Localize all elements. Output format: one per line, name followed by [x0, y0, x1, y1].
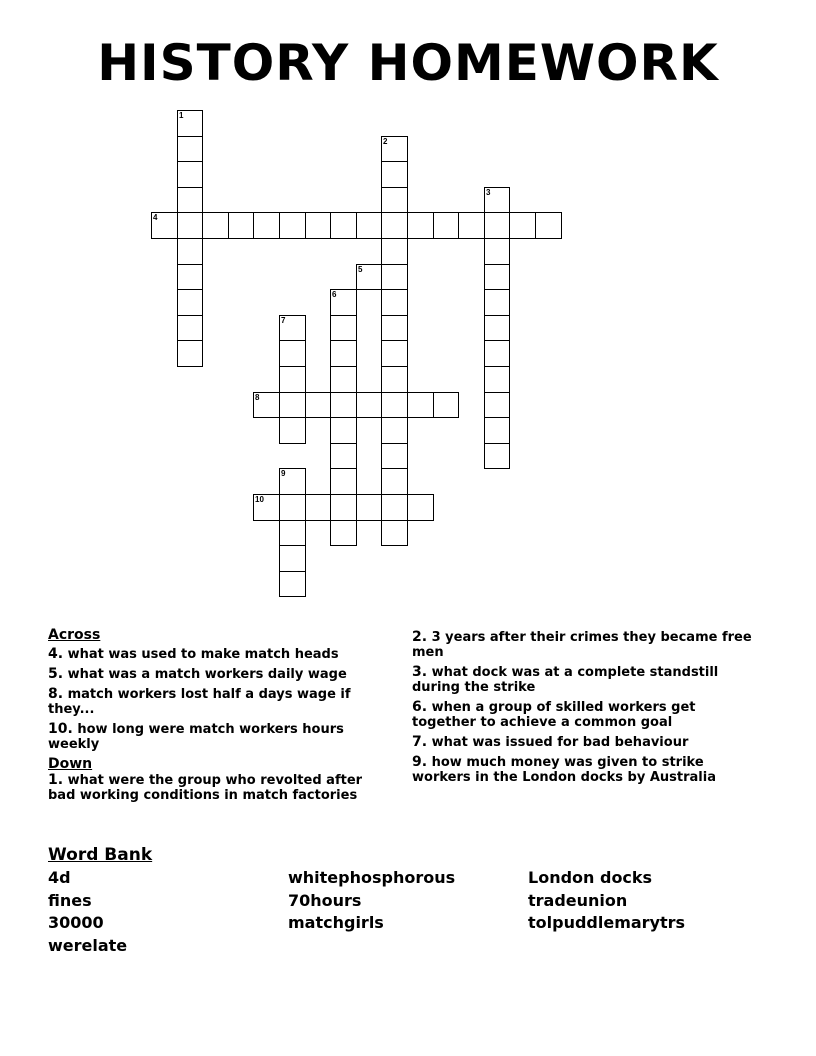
- crossword-cell[interactable]: [356, 212, 382, 239]
- crossword-cell[interactable]: [330, 212, 357, 239]
- clues-right-column: [412, 630, 757, 790]
- crossword-cell[interactable]: [381, 392, 408, 418]
- crossword-cell[interactable]: [509, 212, 536, 239]
- clue-number-4: 4: [153, 213, 158, 222]
- word-bank-item: werelate: [48, 936, 128, 955]
- crossword-cell[interactable]: [177, 340, 203, 367]
- crossword-cell[interactable]: [228, 212, 254, 239]
- crossword-cell[interactable]: [381, 161, 408, 188]
- crossword-cell[interactable]: [202, 212, 229, 239]
- crossword-cell[interactable]: [407, 212, 434, 239]
- word-bank-item: 4d: [48, 868, 71, 887]
- crossword-cell[interactable]: [484, 264, 510, 290]
- crossword-cell[interactable]: [279, 366, 306, 393]
- crossword-cell[interactable]: [381, 494, 408, 521]
- crossword-cell[interactable]: [330, 366, 357, 393]
- crossword-cell[interactable]: [381, 238, 408, 265]
- crossword-cell[interactable]: [484, 443, 510, 469]
- crossword-cell[interactable]: [484, 366, 510, 393]
- crossword-cell[interactable]: [177, 136, 203, 162]
- word-bank-item: tolpuddlemarytrs: [528, 913, 686, 932]
- clue-number-8: 8: [255, 393, 260, 402]
- crossword-cell[interactable]: [279, 571, 306, 597]
- crossword-cell[interactable]: [484, 315, 510, 341]
- clues-left-column: [48, 628, 388, 808]
- crossword-cell[interactable]: [381, 315, 408, 341]
- crossword-cell[interactable]: [330, 315, 357, 341]
- crossword-cell[interactable]: [484, 340, 510, 367]
- crossword-cell[interactable]: [279, 392, 306, 418]
- crossword-cell[interactable]: [381, 264, 408, 290]
- crossword-cell[interactable]: [381, 366, 408, 393]
- crossword-cell[interactable]: [253, 212, 280, 239]
- word-bank-item: London docks: [528, 868, 653, 887]
- crossword-cell[interactable]: [407, 392, 434, 418]
- word-bank-item: 30000: [48, 913, 104, 932]
- clue-down-9: 9. how much money was given to strike workers in the London docks by Australia: [412, 754, 716, 785]
- crossword-cell[interactable]: [305, 392, 331, 418]
- crossword-cell[interactable]: [305, 494, 331, 521]
- crossword-cell[interactable]: [381, 340, 408, 367]
- crossword-cell[interactable]: [330, 468, 357, 495]
- crossword-cell[interactable]: [381, 417, 408, 444]
- crossword-cell[interactable]: [433, 212, 459, 239]
- crossword-cell[interactable]: [381, 187, 408, 213]
- crossword-cell[interactable]: [330, 340, 357, 367]
- crossword-cell[interactable]: [381, 468, 408, 495]
- word-bank-item: fines: [48, 891, 92, 910]
- clue-number-9: 9: [281, 469, 286, 478]
- clue-number-10: 10: [255, 495, 264, 504]
- clue-number-7: 7: [281, 316, 286, 325]
- crossword-cell[interactable]: [279, 212, 306, 239]
- crossword-cell[interactable]: [279, 417, 306, 444]
- crossword-cell[interactable]: [330, 443, 357, 469]
- clue-number-2: 2: [383, 137, 388, 146]
- crossword-cell[interactable]: [177, 264, 203, 290]
- crossword-cell[interactable]: [177, 289, 203, 316]
- word-bank-item: matchgirls: [288, 913, 384, 932]
- crossword-cell[interactable]: [330, 392, 357, 418]
- crossword-cell[interactable]: [484, 212, 510, 239]
- clue-number-6: 6: [332, 290, 337, 299]
- crossword-cell[interactable]: [381, 212, 408, 239]
- crossword-cell[interactable]: [177, 161, 203, 188]
- crossword-cell[interactable]: [177, 187, 203, 213]
- clue-across-8: 8. match workers lost half a days wage if they...: [48, 686, 351, 717]
- crossword-cell[interactable]: [381, 443, 408, 469]
- word-bank-title: Word Bank: [48, 845, 153, 865]
- clue-across-5: 5. what was a match workers daily wage: [48, 666, 347, 682]
- crossword-cell[interactable]: [356, 494, 382, 521]
- clue-across-4: 4. what was used to make match heads: [48, 646, 339, 662]
- word-bank-item: 70hours: [288, 891, 362, 910]
- crossword-cell[interactable]: [407, 494, 434, 521]
- word-bank-item: tradeunion: [528, 891, 628, 910]
- crossword-cell[interactable]: [458, 212, 485, 239]
- clue-number-1: 1: [179, 111, 184, 120]
- crossword-cell[interactable]: [484, 289, 510, 316]
- crossword-cell[interactable]: [484, 238, 510, 265]
- clue-number-3: 3: [486, 188, 491, 197]
- crossword-cell[interactable]: [279, 340, 306, 367]
- crossword-cell[interactable]: [381, 289, 408, 316]
- across-heading: Across: [48, 627, 101, 643]
- clue-down-6: 6. when a group of skilled workers get together to achieve a common goal: [412, 699, 696, 730]
- clue-across-10: 10. how long were match workers hours weekly: [48, 721, 344, 752]
- crossword-cell[interactable]: [177, 238, 203, 265]
- crossword-cell[interactable]: [305, 212, 331, 239]
- crossword-cell[interactable]: [381, 520, 408, 546]
- crossword-cell[interactable]: [330, 417, 357, 444]
- crossword-cell[interactable]: [330, 494, 357, 521]
- word-bank-item: whitephosphorous: [288, 868, 456, 887]
- clue-number-5: 5: [358, 265, 363, 274]
- crossword-cell[interactable]: [177, 212, 203, 239]
- clue-down-7: 7. what was issued for bad behaviour: [412, 734, 689, 750]
- page-title: HISTORY HOMEWORK: [97, 34, 719, 92]
- crossword-cell[interactable]: [279, 520, 306, 546]
- clue-down-2: 2. 3 years after their crimes they became free men: [412, 629, 752, 660]
- crossword-cell[interactable]: [279, 545, 306, 572]
- down-heading: Down: [48, 756, 93, 772]
- crossword-cell[interactable]: [177, 315, 203, 341]
- clue-down-1: 1. what were the group who revolted after bad working conditions in match factories: [48, 772, 363, 803]
- crossword-cell[interactable]: [484, 417, 510, 444]
- crossword-cell[interactable]: [279, 494, 306, 521]
- clue-down-3: 3. what dock was at a complete standstill during the strike: [412, 664, 719, 695]
- crossword-cell[interactable]: [433, 392, 459, 418]
- crossword-cell[interactable]: [330, 520, 357, 546]
- crossword-cell[interactable]: [535, 212, 562, 239]
- crossword-cell[interactable]: [356, 392, 382, 418]
- crossword-cell[interactable]: [484, 392, 510, 418]
